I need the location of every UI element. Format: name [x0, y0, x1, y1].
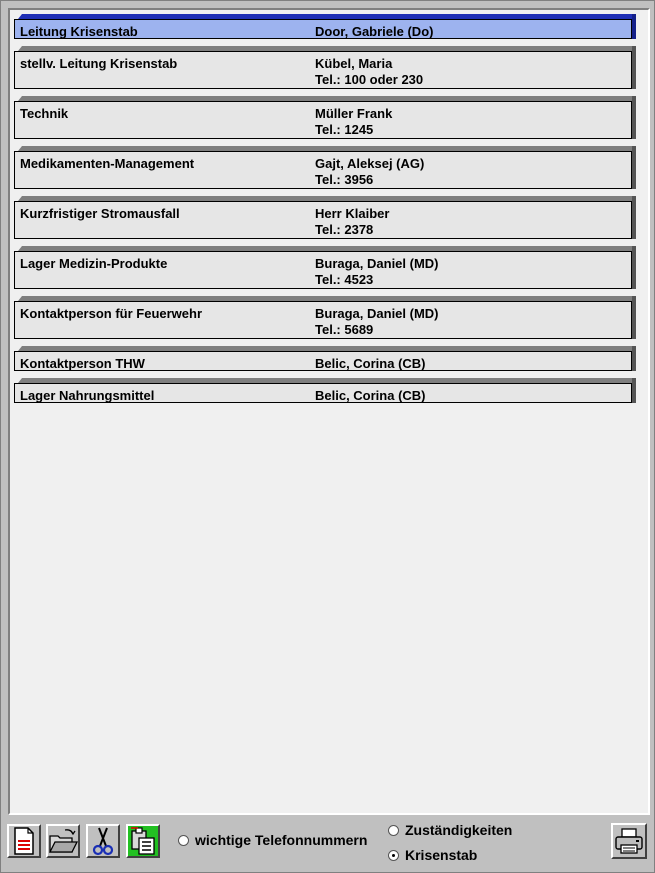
- contact-role: Lager Nahrungsmittel: [20, 388, 155, 403]
- contact-card[interactable]: [14, 351, 632, 371]
- contact-role: Leitung Krisenstab: [20, 24, 138, 39]
- contact-card[interactable]: [14, 383, 632, 403]
- contact-person-block: [315, 156, 424, 188]
- card-bevel-right: [632, 378, 636, 403]
- contact-role: Lager Medizin-Produkte: [20, 256, 168, 271]
- contact-person-block: [315, 24, 433, 40]
- contact-entry[interactable]: [14, 246, 636, 289]
- contact-role: Kontaktperson THW: [20, 356, 145, 371]
- contact-person-block: [315, 106, 392, 138]
- card-bevel-right: [632, 96, 636, 139]
- contact-entry[interactable]: [14, 196, 636, 239]
- radio-dot[interactable]: [388, 850, 399, 861]
- card-bevel-right: [632, 14, 636, 39]
- contact-entry[interactable]: [14, 146, 636, 189]
- card-bevel-right: [632, 346, 636, 371]
- contact-phone: Tel.: 2378: [315, 222, 374, 237]
- contact-entry[interactable]: [14, 46, 636, 89]
- radio-dot[interactable]: [388, 825, 399, 836]
- scissors-icon: [91, 826, 115, 856]
- paste-button[interactable]: [126, 824, 160, 858]
- contact-name: Buraga, Daniel (MD): [315, 306, 439, 321]
- card-bevel-right: [632, 146, 636, 189]
- contact-person-block: [315, 206, 389, 238]
- contact-name: Müller Frank: [315, 106, 393, 121]
- open-folder-button[interactable]: [46, 824, 80, 858]
- contact-name: Buraga, Daniel (MD): [315, 256, 439, 271]
- contact-person-block: [315, 306, 439, 338]
- contact-name: Herr Klaiber: [315, 206, 390, 221]
- contact-name: Kübel, Maria: [315, 56, 393, 71]
- contact-entry[interactable]: [14, 378, 636, 403]
- contact-card[interactable]: [14, 301, 632, 339]
- contact-entry[interactable]: [14, 346, 636, 371]
- contact-person-block: [315, 256, 439, 288]
- card-bevel-right: [632, 246, 636, 289]
- card-bevel-right: [632, 46, 636, 89]
- contact-entry[interactable]: [14, 14, 636, 39]
- radio-label: Krisenstab: [405, 847, 478, 863]
- contact-name: Gajt, Aleksej (AG): [315, 156, 425, 171]
- radio-wichtige-telefonnummern[interactable]: [178, 832, 367, 848]
- contact-person-block: [315, 388, 426, 404]
- print-button[interactable]: [611, 823, 647, 859]
- contact-name: Belic, Corina (CB): [315, 356, 426, 371]
- contact-role: Kontaktperson für Feuerwehr: [20, 306, 203, 321]
- contact-role: Medikamenten-Management: [20, 156, 195, 171]
- contact-phone: Tel.: 4523: [315, 272, 374, 287]
- radio-label: wichtige Telefonnummern: [195, 832, 368, 848]
- radio-label: Zuständigkeiten: [405, 822, 513, 838]
- printer-icon: [614, 827, 644, 855]
- contact-phone: Tel.: 3956: [315, 172, 374, 187]
- radio-dot[interactable]: [178, 835, 189, 846]
- contact-entry[interactable]: [14, 96, 636, 139]
- contact-role: Technik: [20, 106, 69, 121]
- contact-person-block: [315, 56, 423, 88]
- contact-card[interactable]: [14, 201, 632, 239]
- contact-card[interactable]: [14, 251, 632, 289]
- paste-icon: [130, 827, 156, 855]
- radio-krisenstab[interactable]: [388, 847, 477, 863]
- contact-entry[interactable]: [14, 296, 636, 339]
- contact-card[interactable]: [14, 51, 632, 89]
- open-folder-icon: [48, 828, 78, 854]
- contact-phone: Tel.: 1245: [315, 122, 374, 137]
- contact-role: stellv. Leitung Krisenstab: [20, 56, 178, 71]
- contact-name: Door, Gabriele (Do): [315, 24, 434, 39]
- card-bevel-right: [632, 296, 636, 339]
- contact-name: Belic, Corina (CB): [315, 388, 426, 403]
- contact-person-block: [315, 356, 426, 372]
- contact-phone: Tel.: 5689: [315, 322, 374, 337]
- contact-card[interactable]: [14, 101, 632, 139]
- contact-phone: Tel.: 100 oder 230: [315, 72, 424, 87]
- contact-card[interactable]: [14, 19, 632, 39]
- new-document-button[interactable]: [7, 824, 41, 858]
- cut-button[interactable]: [86, 824, 120, 858]
- new-document-icon: [12, 827, 36, 855]
- radio-zustaendigkeiten[interactable]: [388, 822, 512, 838]
- contact-role: Kurzfristiger Stromausfall: [20, 206, 180, 221]
- card-bevel-right: [632, 196, 636, 239]
- contact-card[interactable]: [14, 151, 632, 189]
